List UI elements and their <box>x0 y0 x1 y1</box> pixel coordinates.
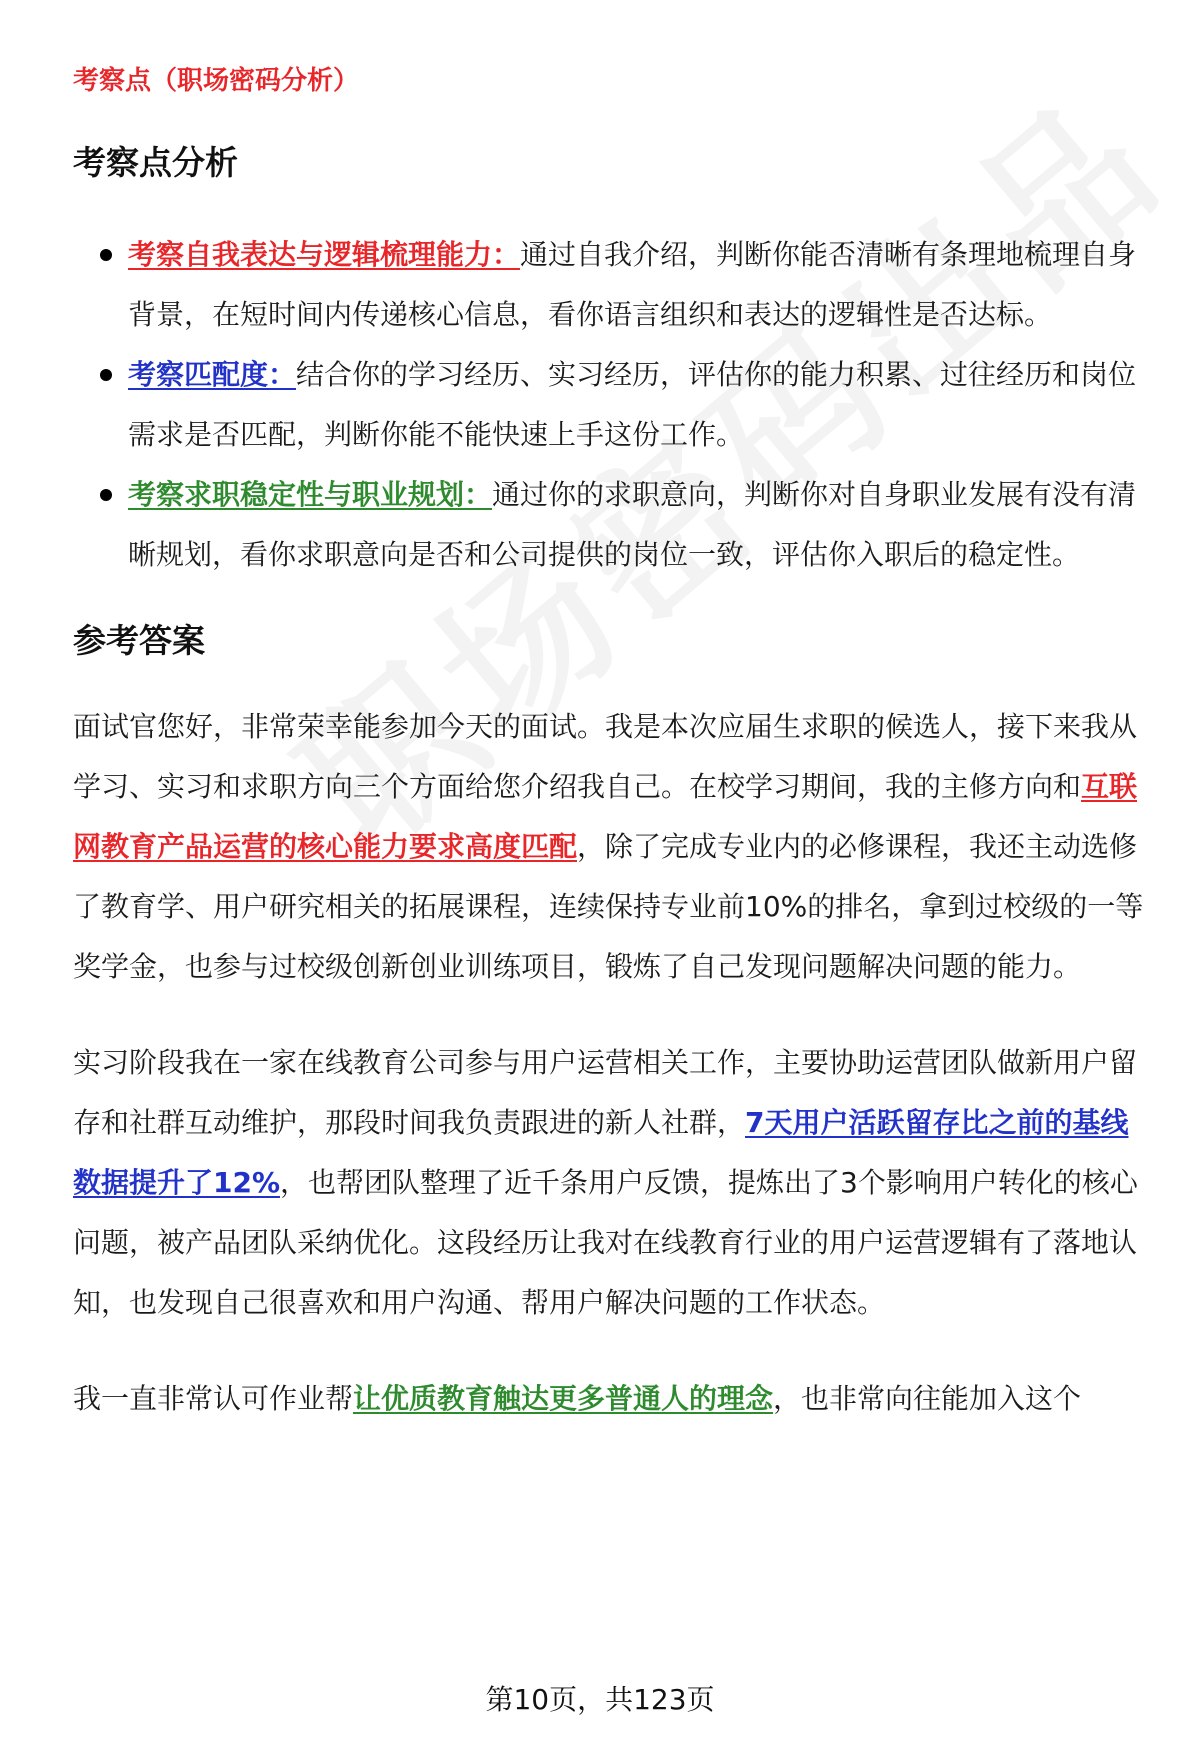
text-segment: 面试官您好，非常荣幸能参加今天的面试。我是本次应届生求职的候选人，接下来我从学习、实习和求职方向三个方面给您介绍我自己。在校学习期间，我的主修方向和 <box>73 710 1138 803</box>
text-segment: ，也帮团队整理了近千条用户反馈，提炼出了3个影响用户转化的核心问题，被产品团队采纳优化。这段经历让我对在线教育行业的用户运营逻辑有了落地认知，也发现自己很喜欢和用户沟通、帮用户解决问题的工作状态。 <box>73 1166 1138 1319</box>
analysis-item-text: 通过自我介绍，判断你能否清晰有条理地梳理自身背景，在短时间内传递核心信息，看你语言组织和表达的逻辑性是否达标。 <box>128 238 1137 331</box>
highlight-match: 互联网教育产品运营的核心能力要求高度匹配 <box>73 770 1138 863</box>
text-segment: 我一直非常认可作业帮 <box>73 1382 354 1415</box>
highlight-retention: 7天用户活跃留存比之前的基线数据提升了12% <box>73 1106 1129 1199</box>
analysis-item-key: 考察求职稳定性与职业规划： <box>128 478 493 511</box>
analysis-heading: 考察点分析 <box>73 143 238 182</box>
text-segment: ，除了完成专业内的必修课程，我还主动选修了教育学、用户研究相关的拓展课程，连续保持专业前10%的排名，拿到过校级的一等奖学金，也参与过校级创新创业训练项目，锻炼了自己发现问题解决问题的能力。 <box>73 830 1144 983</box>
answer-heading: 参考答案 <box>73 621 205 660</box>
analysis-item-text: 通过你的求职意向，判断你对自身职业发展有没有清晰规划，看你求职意向是否和公司提供的岗位一致，评估你入职后的稳定性。 <box>128 478 1137 571</box>
text-segment: 实习阶段我在一家在线教育公司参与用户运营相关工作，主要协助运营团队做新用户留存和社群互动维护，那段时间我负责跟进的新人社群， <box>73 1046 1138 1139</box>
analysis-item-key: 考察匹配度： <box>128 358 297 391</box>
text-segment: ，也非常向往能加入这个 <box>773 1382 1082 1415</box>
analysis-item-text: 结合你的学习经历、实习经历，评估你的能力积累、过往经历和岗位需求是否匹配，判断你能不能快速上手这份工作。 <box>128 358 1137 451</box>
analysis-item-stability <box>73 465 1148 585</box>
answer-paragraph-motivation <box>73 1369 1148 1429</box>
analysis-item-expression <box>73 225 1148 345</box>
page-footer: 第10页，共123页 <box>485 1683 715 1716</box>
analysis-item-match <box>73 345 1148 465</box>
answer-paragraph-internship <box>73 1033 1148 1333</box>
content <box>73 55 1148 1429</box>
analysis-list <box>73 225 1148 585</box>
top-label: 考察点（职场密码分析） <box>73 66 360 96</box>
highlight-mission: 让优质教育触达更多普通人的理念 <box>353 1382 774 1415</box>
analysis-item-key: 考察自我表达与逻辑梳理能力： <box>128 238 521 271</box>
answer-paragraph-study <box>73 697 1148 997</box>
